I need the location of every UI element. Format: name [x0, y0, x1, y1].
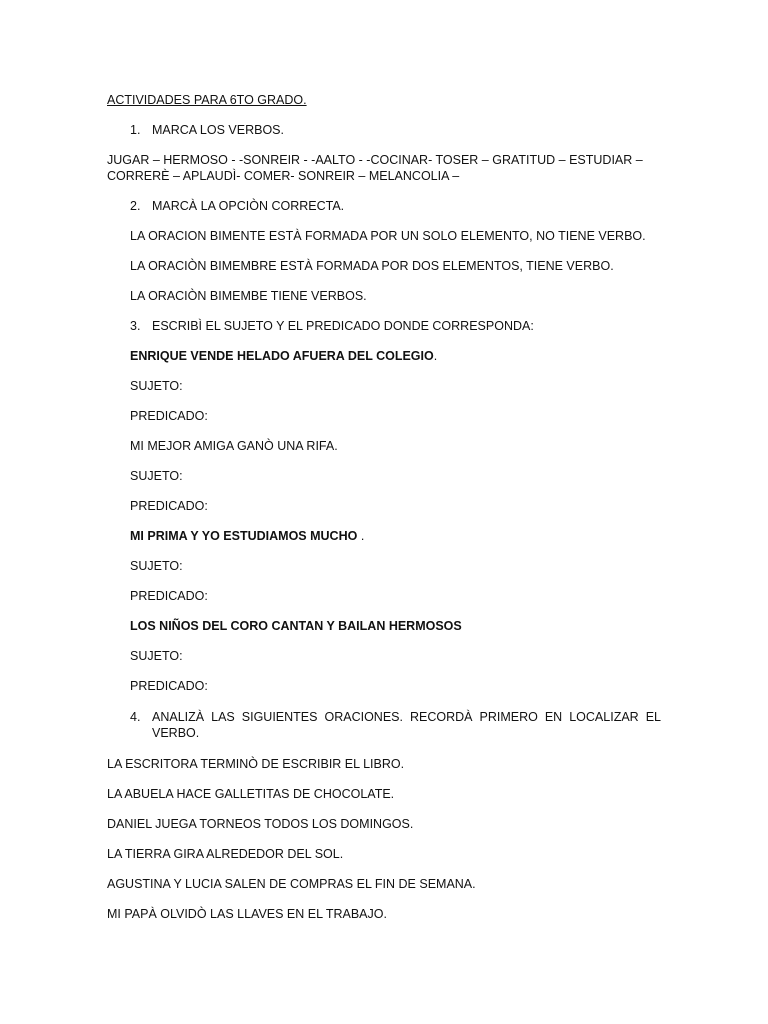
sujeto-label: SUJETO:	[130, 469, 183, 483]
section-2-heading: MARCÀ LA OPCIÒN CORRECTA.	[152, 199, 345, 213]
analysis-sentence-2: LA ABUELA HACE GALLETITAS DE CHOCOLATE.	[107, 787, 395, 801]
sentence-1-text: ENRIQUE VENDE HELADO AFUERA DEL COLEGIO	[130, 349, 434, 363]
item-number-2: 2.	[130, 199, 141, 213]
predicado-label: PREDICADO:	[130, 499, 208, 513]
sentence-1-suffix: .	[433, 349, 438, 363]
predicado-label: PREDICADO:	[130, 679, 208, 693]
section-4-heading-line-1: ANALIZÀ LAS SIGUIENTES ORACIONES. RECORDÀ PRIMERO EN LOCALIZAR EL	[152, 710, 661, 724]
analysis-sentence-6: MI PAPÀ OLVIDÒ LAS LLAVES EN EL TRABAJO.	[107, 907, 387, 921]
analysis-sentence-1: LA ESCRITORA TERMINÒ DE ESCRIBIR EL LIBRO.	[107, 757, 405, 771]
sentence-4	[130, 618, 462, 634]
word-list-line-2: CORRERÈ – APLAUDÌ- COMER- SONREIR – MELANCOLIA –	[107, 169, 460, 183]
section-3-heading: ESCRIBÌ EL SUJETO Y EL PREDICADO DONDE CORRESPONDA:	[152, 319, 534, 333]
sentence-3-suffix: .	[357, 529, 365, 543]
sujeto-label: SUJETO:	[130, 559, 183, 573]
option-1: LA ORACION BIMENTE ESTÀ FORMADA POR UN SOLO ELEMENTO, NO TIENE VERBO.	[130, 229, 646, 243]
sentence-2	[130, 438, 338, 454]
sentence-3-text: MI PRIMA Y YO ESTUDIAMOS MUCHO	[130, 529, 358, 543]
analysis-sentence-4: LA TIERRA GIRA ALREDEDOR DEL SOL.	[107, 847, 344, 861]
predicado-label: PREDICADO:	[130, 589, 208, 603]
item-number-1: 1.	[130, 123, 141, 137]
sentence-1	[130, 348, 437, 364]
sujeto-label: SUJETO:	[130, 649, 183, 663]
word-list-line-1: JUGAR – HERMOSO - -SONREIR - -AALTO - -COCINAR- TOSER – GRATITUD – ESTUDIAR –	[107, 153, 643, 167]
item-number-4: 4.	[130, 710, 141, 724]
sujeto-label: SUJETO:	[130, 379, 183, 393]
predicado-label: PREDICADO:	[130, 409, 208, 423]
sentence-2-text: MI MEJOR AMIGA GANÒ UNA RIFA.	[130, 439, 338, 453]
section-1-heading: MARCA LOS VERBOS.	[152, 123, 284, 137]
analysis-sentence-3: DANIEL JUEGA TORNEOS TODOS LOS DOMINGOS.	[107, 817, 414, 831]
sentence-4-text: LOS NIÑOS DEL CORO CANTAN Y BAILAN HERMOSOS	[130, 619, 462, 633]
sentence-3	[130, 528, 364, 544]
option-3: LA ORACIÒN BIMEMBE TIENE VERBOS.	[130, 289, 367, 303]
analysis-sentence-5: AGUSTINA Y LUCIA SALEN DE COMPRAS EL FIN DE SEMANA.	[107, 877, 476, 891]
document-title: ACTIVIDADES PARA 6TO GRADO.	[107, 93, 307, 107]
item-number-3: 3.	[130, 319, 141, 333]
option-2: LA ORACIÒN BIMEMBRE ESTÀ FORMADA POR DOS ELEMENTOS, TIENE VERBO.	[130, 259, 614, 273]
section-4-heading-line-2: VERBO.	[152, 726, 200, 740]
